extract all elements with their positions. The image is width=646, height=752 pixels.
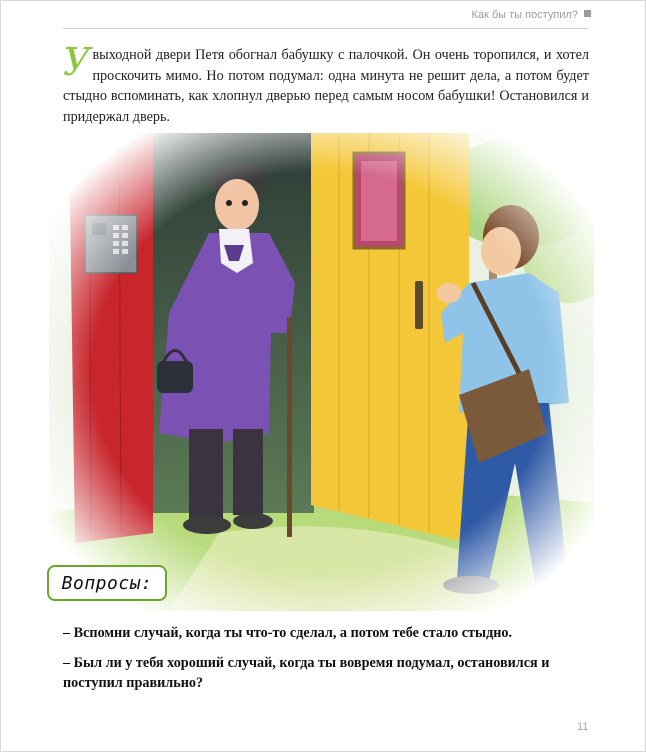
running-header xyxy=(1,9,591,21)
story-illustration xyxy=(49,133,594,611)
page-number: 11 xyxy=(577,721,589,733)
question-1: – Вспомни случай, когда ты что-то сделал, а потом тебе стало стыдно. xyxy=(63,625,513,641)
header-square-icon xyxy=(584,10,591,17)
questions-label: Вопросы: xyxy=(61,572,153,594)
header-divider xyxy=(63,28,589,29)
drop-cap: У xyxy=(63,40,91,84)
header-title: Как бы ты поступил? xyxy=(471,9,578,21)
question-2: – Был ли у тебя хороший случай, когда ты вовремя подумал, остановился и поступил правильно? xyxy=(63,655,550,691)
story-paragraph xyxy=(63,40,589,127)
story-text: выходной двери Петя обогнал бабушку с палочкой. Он очень торопился, и хотел проскочить мимо. Но потом подумал: одна минута не решит дела, а потом будет стыдно вспоминать, как хлопнул дверью перед самым носом бабушки! Остановился и придержал дверь. xyxy=(63,47,589,125)
questions-label-box xyxy=(47,565,167,601)
